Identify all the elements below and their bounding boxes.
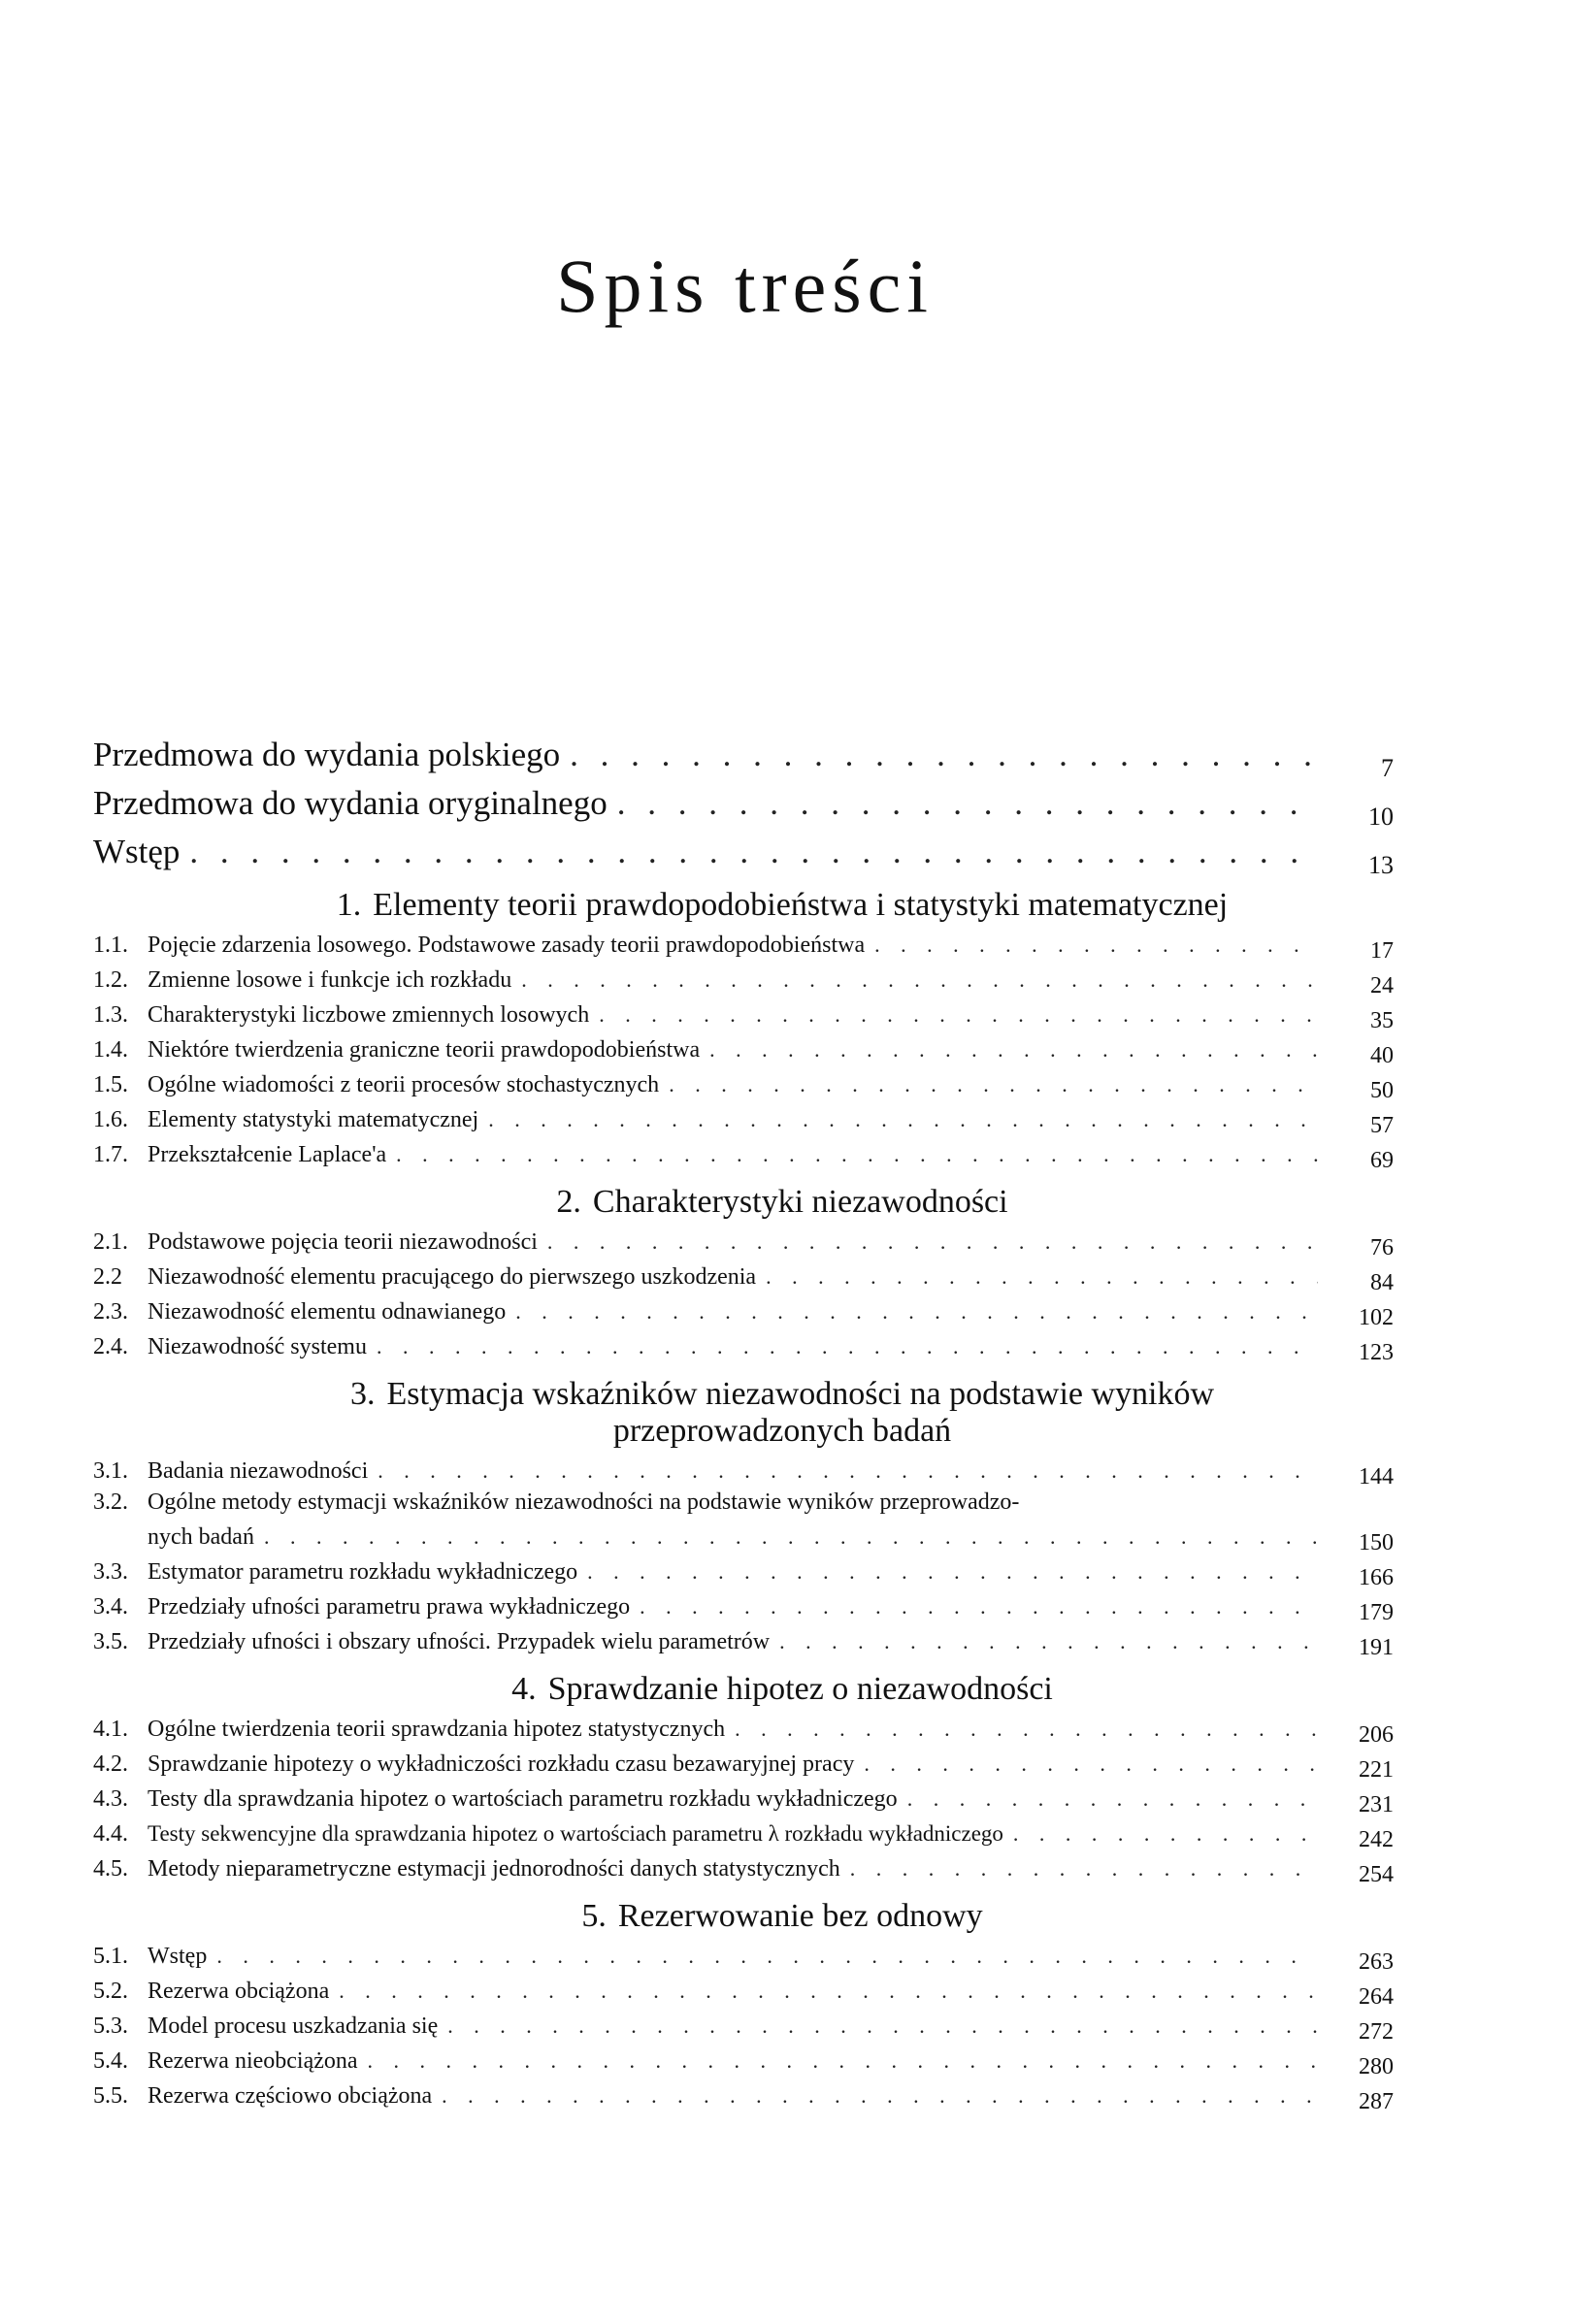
section-title: Ogólne twierdzenia teorii sprawdzania hipotez statystycznych [148, 1717, 726, 1742]
section-title: Metody nieparametryczne estymacji jednorodności danych statystycznych [148, 1856, 840, 1882]
toc-section-1-2[interactable] [93, 961, 1394, 996]
toc-section-4-2[interactable] [93, 1745, 1394, 1783]
dot-leader [339, 1976, 1318, 2007]
chapter-number: 3. [349, 1376, 376, 1412]
section-title: Przekształcenie Laplace'a [148, 1142, 387, 1167]
chapter-title: Elementy teorii prawdopodobieństwa i statystyki matematycznej [373, 887, 1229, 923]
section-number: 3.1. [93, 1458, 128, 1484]
dot-leader [850, 1853, 1318, 1884]
chapter-number: 2. [556, 1184, 581, 1220]
section-number: 3.5. [93, 1629, 128, 1654]
dot-leader [864, 1749, 1318, 1780]
section-title: Zmienne losowe i funkcje ich rozkładu [148, 967, 512, 993]
toc-page-number: 102 [1359, 1305, 1394, 1330]
toc-page-number: 144 [1359, 1464, 1394, 1489]
section-number: 5.1. [93, 1944, 128, 1969]
section-title: Niezawodność systemu [148, 1334, 367, 1359]
toc-page-number: 231 [1359, 1792, 1394, 1817]
toc-section-5-4[interactable] [93, 2042, 1394, 2077]
section-number: 2.1. [93, 1229, 128, 1255]
section-title: Rezerwa obciążona [148, 1979, 330, 2004]
chapter-number: 4. [511, 1671, 537, 1707]
chapter-title-line-2: przeprowadzonych badań [612, 1413, 952, 1449]
chapter-heading-2[interactable] [93, 1184, 1394, 1221]
toc-section-1-3[interactable] [93, 996, 1394, 1031]
dot-leader [587, 1556, 1318, 1588]
toc-section-1-4[interactable] [93, 1031, 1394, 1068]
section-number: 4.5. [93, 1856, 128, 1882]
toc-page-number: 84 [1370, 1270, 1394, 1295]
toc-section-3-2[interactable] [93, 1487, 1394, 1553]
dot-leader [570, 734, 1318, 776]
toc-section-3-1[interactable] [93, 1452, 1394, 1487]
toc-section-1-7[interactable] [93, 1135, 1394, 1173]
section-title: Badania niezawodności [148, 1458, 369, 1484]
toc-page-number: 150 [1359, 1530, 1394, 1555]
dot-leader [874, 930, 1318, 961]
section-title: Przedziały ufności parametru prawa wykładniczego [148, 1594, 631, 1620]
dot-leader [189, 831, 1318, 873]
toc-section-2-1[interactable] [93, 1223, 1394, 1258]
toc-section-2-4[interactable] [93, 1327, 1394, 1365]
section-title: Model procesu uszkadzania się [148, 2013, 439, 2039]
dot-leader [378, 1456, 1318, 1487]
toc-section-4-4[interactable] [93, 1815, 1394, 1852]
toc-section-2-2[interactable] [93, 1258, 1394, 1293]
toc-page-number: 10 [1368, 802, 1394, 831]
table-of-contents [93, 728, 1394, 2114]
dot-leader [396, 1139, 1318, 1170]
toc-page-number: 76 [1370, 1235, 1394, 1260]
dot-leader [1013, 1818, 1318, 1849]
section-number: 1.5. [93, 1072, 128, 1097]
toc-section-1-1[interactable] [93, 926, 1394, 964]
toc-section-3-4[interactable] [93, 1588, 1394, 1625]
section-title: Estymator parametru rozkładu wykładniczego [148, 1559, 578, 1585]
section-title: Przedziały ufności i obszary ufności. Przypadek wielu parametrów [148, 1629, 771, 1654]
dot-leader [599, 999, 1318, 1031]
chapter-heading-4[interactable] [93, 1671, 1394, 1708]
toc-section-5-3[interactable] [93, 2007, 1394, 2045]
section-number: 3.4. [93, 1594, 128, 1620]
toc-entry-preface-original[interactable] [93, 776, 1394, 831]
chapter-number: 5. [581, 1898, 607, 1934]
dot-leader [377, 1331, 1318, 1362]
toc-page-number: 221 [1359, 1757, 1394, 1783]
section-title: Testy dla sprawdzania hipotez o wartościach parametru rozkładu wykładniczego [148, 1786, 898, 1812]
toc-page-number: 40 [1370, 1043, 1394, 1068]
dot-leader [709, 1034, 1318, 1065]
toc-page-number: 287 [1359, 2089, 1394, 2114]
dot-leader [766, 1261, 1318, 1293]
toc-section-2-3[interactable] [93, 1293, 1394, 1330]
dot-leader [547, 1227, 1318, 1258]
section-number: 1.2. [93, 967, 128, 993]
section-number: 5.4. [93, 2048, 128, 2074]
toc-section-4-3[interactable] [93, 1780, 1394, 1815]
section-title: Niezawodność elementu odnawianego [148, 1299, 507, 1325]
section-title: Pojęcie zdarzenia losowego. Podstawowe zasady teorii prawdopodobieństwa [148, 933, 866, 958]
chapter-title: Sprawdzanie hipotez o niezawodności [547, 1671, 1053, 1707]
dot-leader [488, 1104, 1318, 1135]
section-number: 1.1. [93, 933, 128, 958]
section-title: Rezerwa częściowo obciążona [148, 2083, 433, 2109]
dot-leader [442, 2080, 1318, 2111]
section-number: 5.5. [93, 2083, 128, 2109]
section-title: Podstawowe pojęcia teorii niezawodności [148, 1229, 538, 1255]
section-title: Sprawdzanie hipotezy o wykładniczości rozkładu czasu bezawaryjnej pracy [148, 1751, 855, 1777]
toc-page-number: 166 [1359, 1565, 1394, 1590]
section-number: 2.2 [93, 1264, 122, 1290]
section-title: Rezerwa nieobciążona [148, 2048, 358, 2074]
section-number: 5.3. [93, 2013, 128, 2039]
toc-page-number: 264 [1359, 1984, 1394, 2010]
toc-page-number: 7 [1381, 754, 1394, 782]
toc-page-number: 50 [1370, 1078, 1394, 1103]
section-title: Niezawodność elementu pracującego do pierwszego uszkodzenia [148, 1264, 757, 1290]
toc-section-1-6[interactable] [93, 1100, 1394, 1138]
toc-page-number: 123 [1359, 1340, 1394, 1365]
section-number: 1.4. [93, 1037, 128, 1063]
toc-entry-label: Przedmowa do wydania oryginalnego [93, 784, 608, 822]
toc-page-number: 206 [1359, 1722, 1394, 1748]
toc-page-number: 272 [1359, 2019, 1394, 2045]
toc-page-number: 24 [1370, 973, 1394, 998]
dot-leader [264, 1522, 1318, 1553]
section-number: 1.7. [93, 1142, 128, 1167]
toc-section-3-3[interactable] [93, 1553, 1394, 1588]
toc-section-5-1[interactable] [93, 1937, 1394, 1975]
toc-page-number: 13 [1368, 851, 1394, 879]
toc-section-5-2[interactable] [93, 1972, 1394, 2010]
section-number: 1.3. [93, 1002, 128, 1028]
section-number: 5.2. [93, 1979, 128, 2004]
toc-section-1-5[interactable] [93, 1065, 1394, 1103]
toc-entry-label: Wstęp [93, 833, 181, 870]
toc-section-4-5[interactable] [93, 1849, 1394, 1887]
chapter-title: Charakterystyki niezawodności [592, 1184, 1008, 1220]
page-title: Spis treści [556, 244, 934, 328]
toc-page-number: 280 [1359, 2054, 1394, 2079]
toc-entry-preface-polish[interactable] [93, 728, 1394, 782]
dot-leader [669, 1069, 1318, 1100]
section-number: 3.2. [93, 1489, 128, 1515]
section-title: Testy sekwencyjne dla sprawdzania hipotez o wartościach parametru λ rozkładu wykładniczego [148, 1821, 1003, 1846]
dot-leader [907, 1784, 1318, 1815]
toc-page-number: 17 [1370, 938, 1394, 964]
dot-leader [521, 965, 1318, 996]
toc-entry-introduction[interactable] [93, 825, 1394, 879]
toc-page-number: 57 [1370, 1113, 1394, 1138]
section-title: Charakterystyki liczbowe zmiennych losowych [148, 1002, 590, 1028]
chapter-heading-3[interactable] [93, 1376, 1394, 1450]
section-title: Wstęp [148, 1944, 208, 1969]
section-number: 2.3. [93, 1299, 128, 1325]
toc-section-5-5[interactable] [93, 2077, 1394, 2114]
chapter-heading-1[interactable] [93, 887, 1394, 924]
dot-leader [779, 1626, 1318, 1657]
section-number: 4.3. [93, 1786, 128, 1812]
section-title: Ogólne metody estymacji wskaźników niezawodności na podstawie wyników przeprowadzo- [148, 1489, 1020, 1515]
toc-page-number: 35 [1370, 1008, 1394, 1033]
toc-page-number: 254 [1359, 1862, 1394, 1887]
section-title-continuation: nych badań [148, 1524, 254, 1550]
dot-leader [640, 1591, 1318, 1622]
section-number: 2.4. [93, 1334, 128, 1359]
section-number: 4.1. [93, 1717, 128, 1742]
toc-section-3-5[interactable] [93, 1622, 1394, 1660]
chapter-heading-5[interactable] [93, 1898, 1394, 1935]
dot-leader [617, 782, 1318, 825]
section-number: 3.3. [93, 1559, 128, 1585]
dot-leader [515, 1296, 1318, 1327]
section-number: 1.6. [93, 1107, 128, 1132]
section-number: 4.2. [93, 1751, 128, 1777]
toc-entry-label: Przedmowa do wydania polskiego [93, 736, 561, 773]
dot-leader [368, 2046, 1318, 2077]
chapter-number: 1. [336, 887, 362, 923]
section-title: Ogólne wiadomości z teorii procesów stochastycznych [148, 1072, 660, 1097]
toc-page-number: 242 [1359, 1827, 1394, 1852]
toc-page-number: 263 [1359, 1949, 1394, 1975]
chapter-title: Estymacja wskaźników niezawodności na podstawie wyników [386, 1376, 1215, 1412]
toc-page-number: 69 [1370, 1148, 1394, 1173]
toc-section-4-1[interactable] [93, 1710, 1394, 1748]
section-title: Niektóre twierdzenia graniczne teorii prawdopodobieństwa [148, 1037, 701, 1063]
dot-leader [216, 1941, 1318, 1972]
dot-leader [447, 2011, 1318, 2042]
dot-leader [735, 1714, 1318, 1745]
toc-page-number: 191 [1359, 1635, 1394, 1660]
section-title: Elementy statystyki matematycznej [148, 1107, 479, 1132]
toc-page-number: 179 [1359, 1600, 1394, 1625]
chapter-title: Rezerwowanie bez odnowy [617, 1898, 983, 1934]
section-number: 4.4. [93, 1821, 128, 1847]
